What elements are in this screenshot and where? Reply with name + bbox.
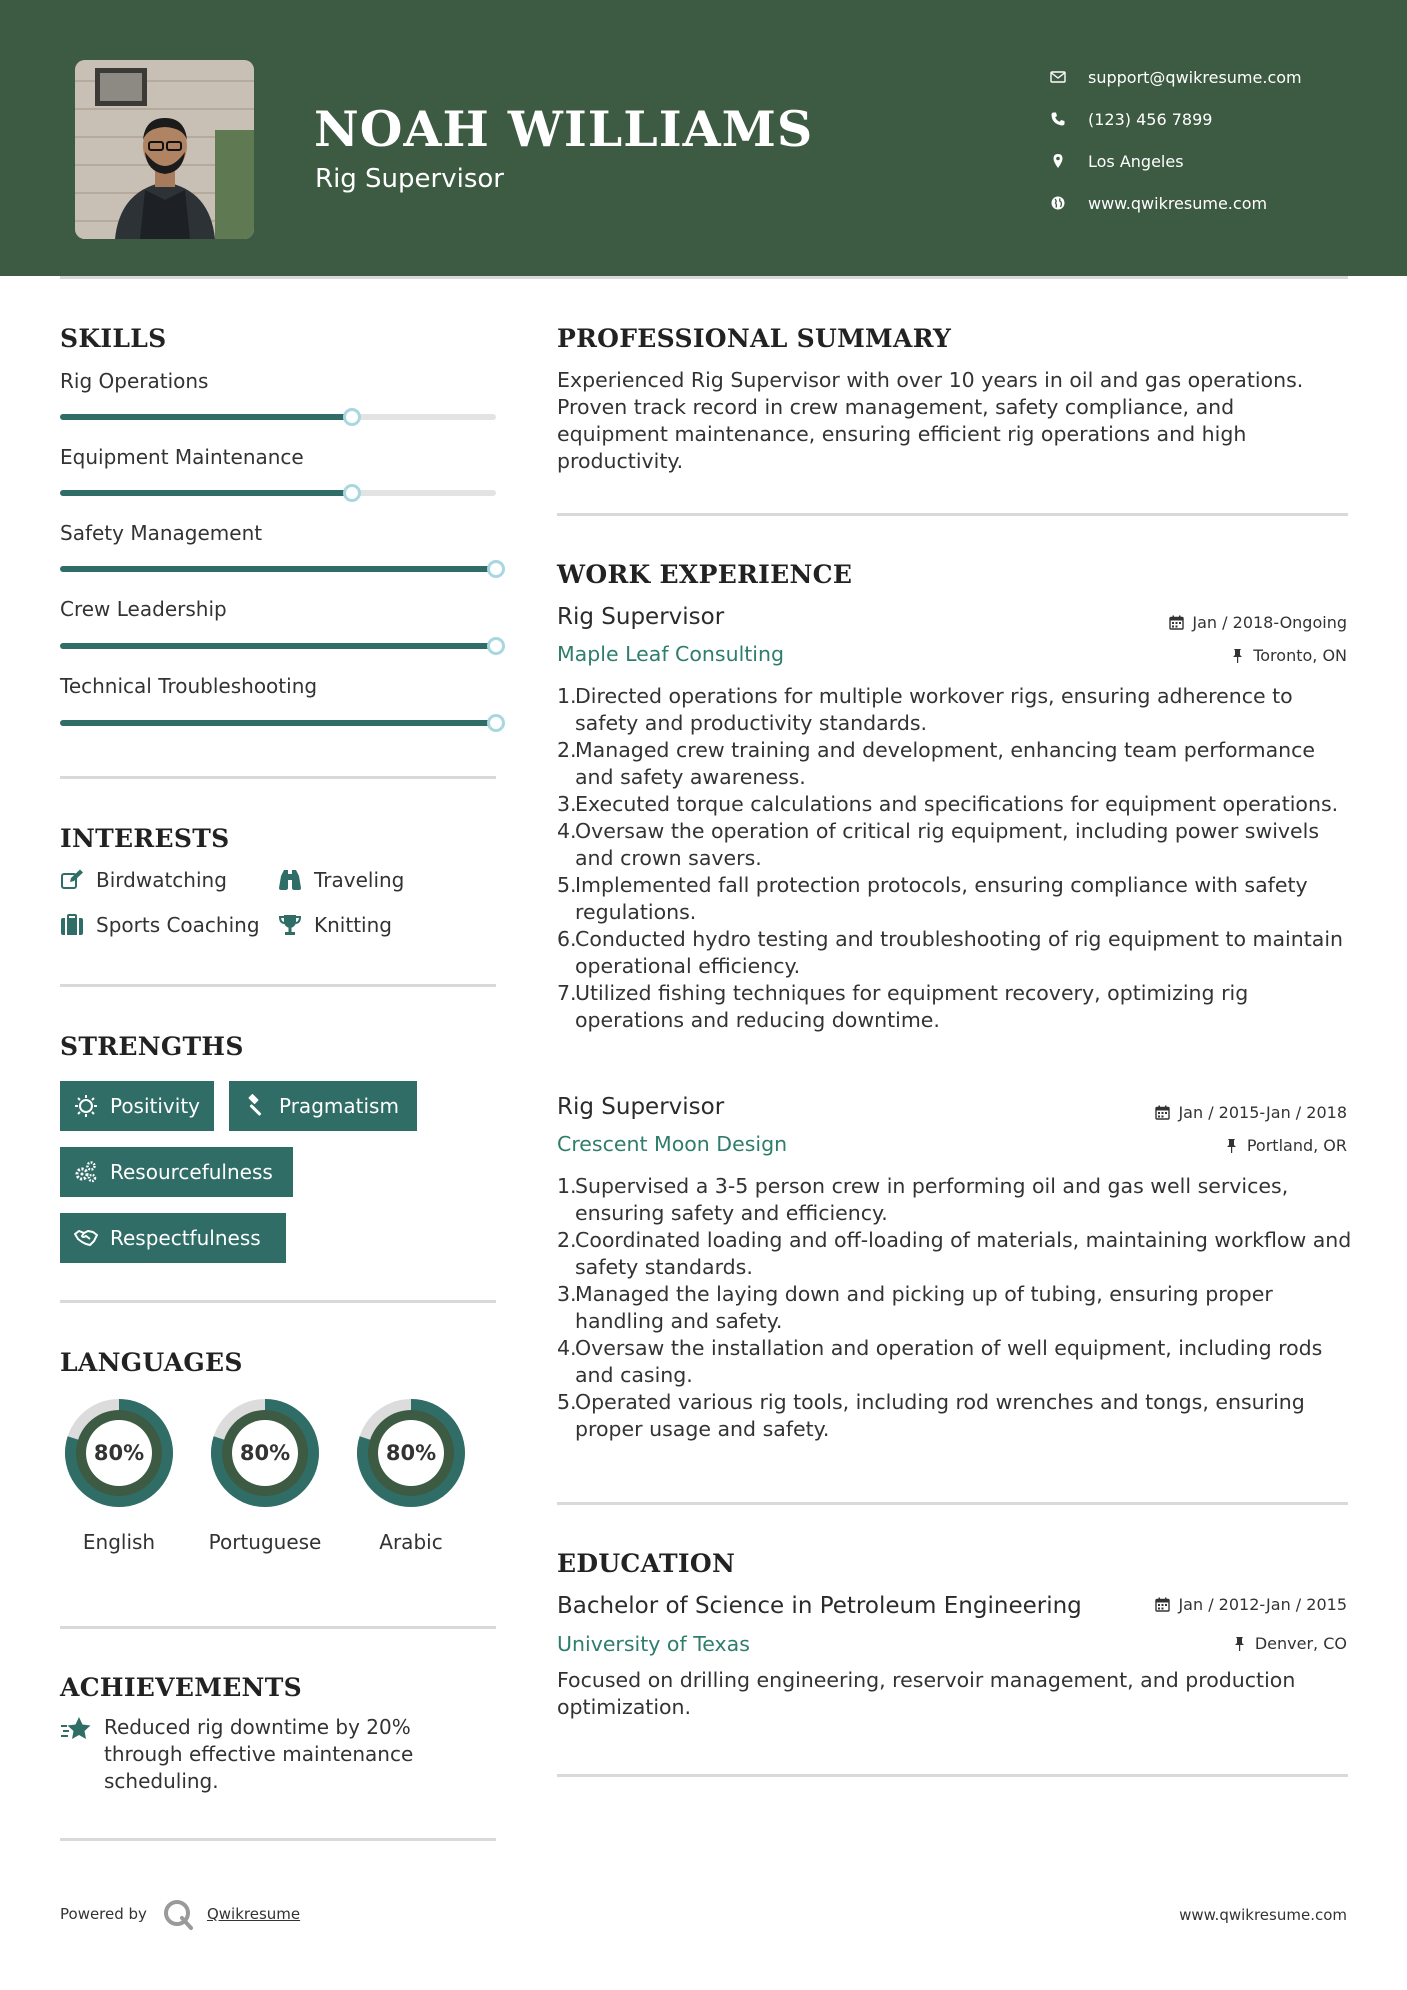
- bullet-text: Oversaw the operation of critical rig equipment, including power swivels and crown savers.: [575, 819, 1320, 870]
- phone-icon: [1050, 111, 1088, 127]
- skill-name: Crew Leadership: [60, 597, 227, 621]
- strength-label: Positivity: [109, 1094, 200, 1118]
- binoculars-icon: [278, 868, 302, 892]
- footer-website[interactable]: www.qwikresume.com: [1179, 1906, 1347, 1924]
- list-item: 2. Managed crew training and development, enhancing team performance and safety awareness.: [557, 737, 1357, 791]
- languages-heading: LANGUAGES: [60, 1348, 243, 1377]
- globe-icon: [1050, 195, 1088, 211]
- interest-label: Birdwatching: [96, 868, 227, 892]
- contact-email[interactable]: [1050, 56, 1390, 98]
- language-ring: [350, 1392, 472, 1514]
- pushpin-icon: [1232, 1636, 1247, 1651]
- contact-website[interactable]: [1050, 182, 1390, 224]
- qwikresume-link[interactable]: Qwikresume: [206, 1905, 301, 1923]
- bullet-text: Oversaw the installation and operation of well equipment, including rods and casing.: [575, 1336, 1323, 1387]
- skill-bar-fill: [60, 643, 496, 649]
- language-name: Portuguese: [208, 1530, 322, 1554]
- language-ring: [204, 1392, 326, 1514]
- interest-label: Sports Coaching: [96, 913, 260, 937]
- section-divider: [60, 1300, 496, 1303]
- job-title: Rig Supervisor: [557, 604, 725, 630]
- language-percent: 80%: [385, 1441, 437, 1465]
- company-name: Crescent Moon Design: [557, 1132, 788, 1156]
- footer-powered-by: [60, 1897, 300, 1931]
- interest-item: [278, 913, 392, 937]
- achievements-heading: ACHIEVEMENTS: [60, 1673, 302, 1702]
- map-pin-icon: [1050, 153, 1088, 169]
- skill-bar-knob: [487, 637, 505, 655]
- contact-list: [1050, 56, 1390, 224]
- bullet-text: Operated various rig tools, including rod wrenches and tongs, ensuring proper usage and safety.: [575, 1390, 1305, 1441]
- list-item: 7. Utilized fishing techniques for equipment recovery, optimizing rig operations and reducing downtime.: [557, 980, 1357, 1034]
- strengths-heading: STRENGTHS: [60, 1032, 244, 1061]
- list-item: 3. Managed the laying down and picking up of tubing, ensuring proper handling and safety.: [557, 1281, 1357, 1335]
- email-text: support@qwikresume.com: [1088, 67, 1302, 87]
- skill-name: Equipment Maintenance: [60, 445, 304, 469]
- job-title: Rig Supervisor: [557, 1094, 725, 1120]
- envelope-icon: [1050, 69, 1088, 85]
- phone-text: (123) 456 7899: [1088, 109, 1213, 129]
- interest-item: [60, 868, 227, 892]
- list-item: 1. Supervised a 3-5 person crew in performing oil and gas well services, ensuring safety and efficiency.: [557, 1173, 1357, 1227]
- job-dates: [1169, 613, 1347, 632]
- job-dates-text: Jan / 2015-Jan / 2018: [1178, 1103, 1347, 1122]
- language-percent: 80%: [239, 1441, 291, 1465]
- education-heading: EDUCATION: [557, 1549, 736, 1578]
- list-item: 5. Implemented fall protection protocols, ensuring compliance with safety regulations.: [557, 872, 1357, 926]
- list-item: 2. Coordinated loading and off-loading of materials, maintaining workflow and safety standards.: [557, 1227, 1357, 1281]
- skill-bar-knob: [343, 408, 361, 426]
- bullet-text: Supervised a 3-5 person crew in performing oil and gas well services, ensuring safety and efficiency.: [575, 1174, 1289, 1225]
- skill-bar: [60, 414, 496, 420]
- job-location: [1230, 646, 1347, 665]
- gears-icon: [74, 1160, 98, 1184]
- pushpin-icon: [1230, 648, 1245, 663]
- summary-text: Experienced Rig Supervisor with over 10 years in oil and gas operations. Proven track record in crew management, safety compliance, and equipment maintenance, ensuring efficient rig operations and high productivity.: [557, 368, 1304, 473]
- achievement-item: [60, 1714, 454, 1795]
- section-divider: [60, 1838, 496, 1841]
- bullet-text: Executed torque calculations and specifications for equipment operations.: [575, 792, 1339, 816]
- summary-heading: PROFESSIONAL SUMMARY: [557, 324, 952, 353]
- school-name: University of Texas: [557, 1632, 750, 1656]
- language-percent: 80%: [93, 1441, 145, 1465]
- job-location-text: Portland, OR: [1246, 1136, 1347, 1155]
- experience-heading: WORK EXPERIENCE: [557, 560, 853, 589]
- bullet-text: Managed crew training and development, enhancing team performance and safety awareness.: [575, 738, 1316, 789]
- language-ring: [58, 1392, 180, 1514]
- job-dates: [1155, 1103, 1347, 1122]
- skill-bar: [60, 566, 496, 572]
- section-divider: [60, 984, 496, 987]
- education-description: Focused on drilling engineering, reservoir management, and production optimization.: [557, 1668, 1296, 1719]
- skills-heading: SKILLS: [60, 324, 167, 353]
- list-item: 5. Operated various rig tools, including rod wrenches and tongs, ensuring proper usage and safety.: [557, 1389, 1357, 1443]
- skill-bar-fill: [60, 490, 352, 496]
- skill-bar: [60, 490, 496, 496]
- candidate-name: NOAH WILLIAMS: [314, 100, 814, 158]
- list-item: 4. Oversaw the operation of critical rig equipment, including power swivels and crown savers.: [557, 818, 1357, 872]
- skill-bar-fill: [60, 566, 496, 572]
- list-item: 3. Executed torque calculations and specifications for equipment operations.: [557, 792, 1339, 816]
- education-dates: [1155, 1595, 1347, 1614]
- education-location: [1232, 1634, 1347, 1653]
- strength-badge: [60, 1147, 293, 1197]
- contact-location: [1050, 140, 1390, 182]
- interest-item: [278, 868, 404, 892]
- calendar-icon: [1155, 1597, 1170, 1612]
- interests-heading: INTERESTS: [60, 824, 230, 853]
- interest-item: [60, 913, 260, 937]
- job-dates-text: Jan / 2018-Ongoing: [1192, 613, 1347, 632]
- qwikresume-logo-icon: [161, 1897, 195, 1931]
- strength-badge: [60, 1213, 286, 1263]
- section-divider: [557, 1502, 1348, 1505]
- contact-phone[interactable]: [1050, 98, 1390, 140]
- bullet-text: Utilized fishing techniques for equipment recovery, optimizing rig operations and reducing downtime.: [575, 981, 1249, 1032]
- skill-name: Rig Operations: [60, 369, 209, 393]
- section-divider: [60, 1626, 496, 1629]
- job-bullets: [557, 1173, 1357, 1443]
- interest-label: Knitting: [314, 913, 392, 937]
- skill-bar-fill: [60, 720, 496, 726]
- website-text: www.qwikresume.com: [1088, 193, 1268, 213]
- company-name: Maple Leaf Consulting: [557, 642, 785, 666]
- list-item: 4. Oversaw the installation and operation of well equipment, including rods and casing.: [557, 1335, 1357, 1389]
- bullet-text: Coordinated loading and off-loading of materials, maintaining workflow and safety standards.: [575, 1228, 1352, 1279]
- resume-header: [0, 0, 1407, 276]
- strength-badge: [60, 1081, 214, 1131]
- skill-bar: [60, 720, 496, 726]
- handshake-icon: [74, 1226, 98, 1250]
- header-divider: [60, 276, 1348, 279]
- candidate-title: Rig Supervisor: [315, 164, 504, 194]
- location-text: Los Angeles: [1088, 151, 1184, 171]
- job-location: [1224, 1136, 1347, 1155]
- list-item: 1. Directed operations for multiple workover rigs, ensuring adherence to safety and productivity standards.: [557, 683, 1357, 737]
- section-divider: [557, 513, 1348, 516]
- calendar-icon: [1169, 615, 1184, 630]
- skill-name: Technical Troubleshooting: [60, 674, 318, 698]
- strength-badge: [229, 1081, 417, 1131]
- star-award-icon: [60, 1714, 92, 1746]
- section-divider: [60, 776, 496, 779]
- skill-bar-knob: [343, 484, 361, 502]
- bullet-text: Conducted hydro testing and troubleshooting of rig equipment to maintain operational efficiency.: [575, 927, 1344, 978]
- section-divider: [557, 1774, 1348, 1777]
- language-item: [350, 1392, 472, 1556]
- degree-title: Bachelor of Science in Petroleum Engineering: [557, 1593, 1082, 1619]
- trophy-icon: [278, 913, 302, 937]
- powered-by-text: Powered by: [60, 1905, 147, 1923]
- sun-icon: [74, 1094, 98, 1118]
- strength-label: Pragmatism: [279, 1094, 399, 1118]
- bullet-text: Implemented fall protection protocols, ensuring compliance with safety regulations.: [575, 873, 1308, 924]
- achievement-text: Reduced rig downtime by 20% through effective maintenance scheduling.: [104, 1715, 414, 1793]
- pushpin-icon: [1224, 1138, 1239, 1153]
- language-name: English: [82, 1530, 156, 1554]
- job-location-text: Toronto, ON: [1253, 646, 1347, 665]
- language-item: [58, 1392, 180, 1556]
- calendar-icon: [1155, 1105, 1170, 1120]
- interest-label: Traveling: [314, 868, 405, 892]
- job-bullets: [557, 683, 1357, 1034]
- education-location-text: Denver, CO: [1254, 1634, 1347, 1653]
- strength-label: Resourcefulness: [110, 1160, 273, 1184]
- skill-bar-knob: [487, 714, 505, 732]
- profile-photo: [75, 60, 254, 239]
- language-name: Arabic: [379, 1530, 443, 1554]
- gavel-icon: [243, 1094, 267, 1118]
- briefcase-icon: [60, 913, 84, 937]
- skill-bar-knob: [487, 560, 505, 578]
- strength-label: Respectfulness: [110, 1226, 261, 1250]
- edit-icon: [60, 868, 84, 892]
- bullet-text: Managed the laying down and picking up of tubing, ensuring proper handling and safety.: [575, 1282, 1273, 1333]
- bullet-text: Directed operations for multiple workover rigs, ensuring adherence to safety and productivity standards.: [575, 684, 1293, 735]
- education-dates-text: Jan / 2012-Jan / 2015: [1178, 1595, 1347, 1614]
- skill-bar: [60, 643, 496, 649]
- skill-name: Safety Management: [60, 521, 263, 545]
- list-item: 6. Conducted hydro testing and troubleshooting of rig equipment to maintain operational efficiency.: [557, 926, 1357, 980]
- language-item: [204, 1392, 326, 1556]
- skill-bar-fill: [60, 414, 352, 420]
